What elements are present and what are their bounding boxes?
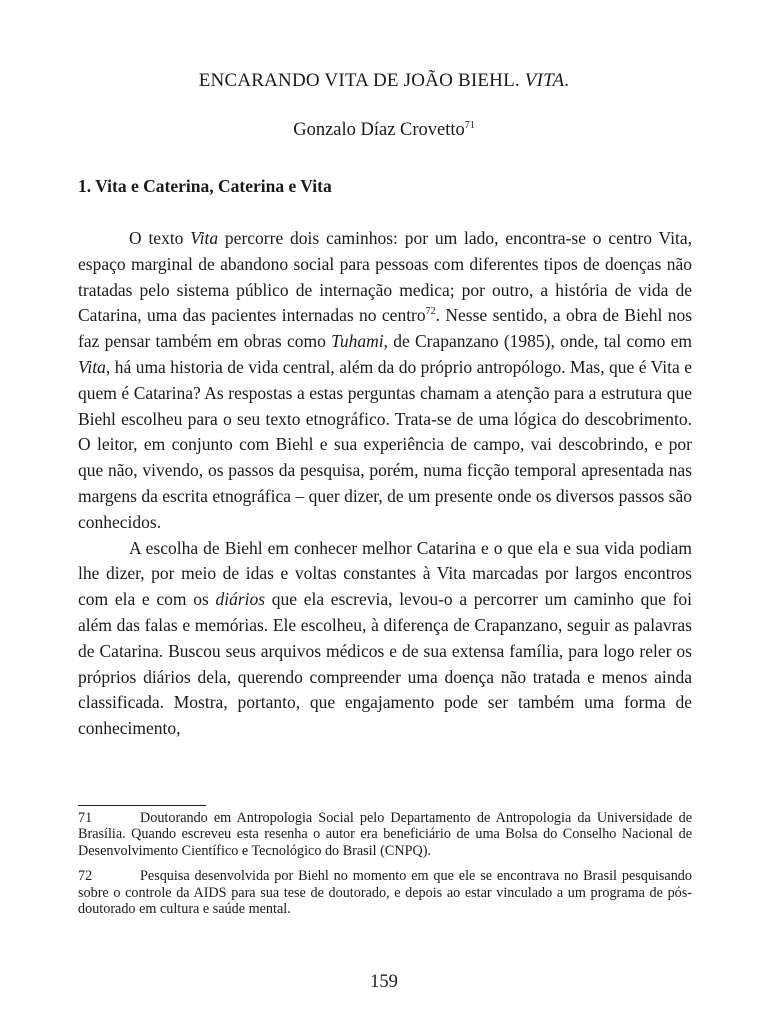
author-footnote-ref[interactable]: 71 [464,119,475,131]
paragraph-1-text-d: , de Crapanzano (1985), onde, tal como em [383,331,692,352]
paragraph-1-text-b: percorre dois caminhos: por um lado, encontra-se o centro Vita, espaço marginal de abandono social para pessoas com diferentes tipos de doenças não tratadas pelo sistema público de internação medica; por outro, a história de vida de Catarina, uma das pacientes internadas no centro [78,228,692,326]
footnote-number: 72 [78,868,93,885]
italic-vita-2: Vita [78,356,106,377]
page-number: 159 [370,972,398,992]
paragraph-2-text-b: que ela escrevia, levou-o a percorrer um caminho que foi além das falas e memórias. Ele escolheu, à diferença de Crapanzano, seguir as palavras de Catarina. Buscou seus arquivos médicos e de sua extensa família, para logo reler os próprios diários dela, querendo compreender uma doença não tratada e menos ainda classificada. Mostra, portanto, que engajamento pode ser também uma forma de conhecimento, [78,589,693,739]
article-title [0,70,768,92]
footnote-number: 71 [78,810,93,826]
italic-vita: Vita [190,228,219,248]
title-period: . [564,70,570,91]
section-heading: 1. Vita e Caterina, Caterina e Vita [78,176,332,196]
body-text [78,226,692,742]
paragraph-2 [78,536,692,742]
footnote-divider [78,805,206,806]
italic-tuhami: Tuhami [331,331,384,352]
footnote-text: Doutorando em Antropologia Social pelo Departamento de Antropologia da Universidade de Brasília. Quando escreveu esta resenha o autor era beneficiário de uma Bolsa do Conselho Nacional de Desenvolvimento Científico e Tecnológico do Brasil (CNPQ). [78,810,692,859]
italic-diarios: diários [215,589,266,610]
paragraph-2-text-a: A escolha de Biehl em conhecer melhor Catarina e o que ela e sua vida podiam lhe dizer, por meio de idas e voltas constantes à Vita marcadas por largos encontros com ela e com os [78,537,692,610]
title-text: ENCARANDO VITA DE JOÃO BIEHL. [198,70,525,91]
paragraph-1 [78,226,692,536]
paragraph-1-text-a: O texto [129,228,191,248]
footnote-text: Pesquisa desenvolvida por Biehl no momento em que ele se encontrava no Brasil pesquisando sobre o controle da AIDS para sua tese de doutorado, e depois ao estar vinculado a um programa de pós-doutorado em cultura e saúde mental. [78,868,692,918]
paragraph-1-text-e: , há uma historia de vida central, além da do próprio antropólogo. Mas, que é Vita e quem é Catarina? As respostas a estas perguntas chamam a atenção para a estrutura que Biehl escolheu para o seu texto etnográfico. Trata-se de uma lógica do descobrimento. O leitor, em conjunto com Biehl e sua experiência de campo, vai descobrindo, e por que não, vivendo, os passos da pesquisa, porém, numa ficção temporal apresentada nas margens da escrita etnográfica – quer dizer, de um presente onde os diversos passos são conhecidos. [78,356,692,532]
footnote-72 [78,868,692,917]
footnote-71 [78,810,692,859]
author-name: Gonzalo Díaz Crovetto [293,120,465,140]
paragraph-1-text-c: . Nesse sentido, a obra de Biehl nos faz pensar também em obras como [78,305,692,352]
footnote-ref-72[interactable]: 72 [425,306,436,318]
footnotes [78,810,692,926]
title-italic: VITA [524,70,565,91]
author-line [0,120,768,141]
